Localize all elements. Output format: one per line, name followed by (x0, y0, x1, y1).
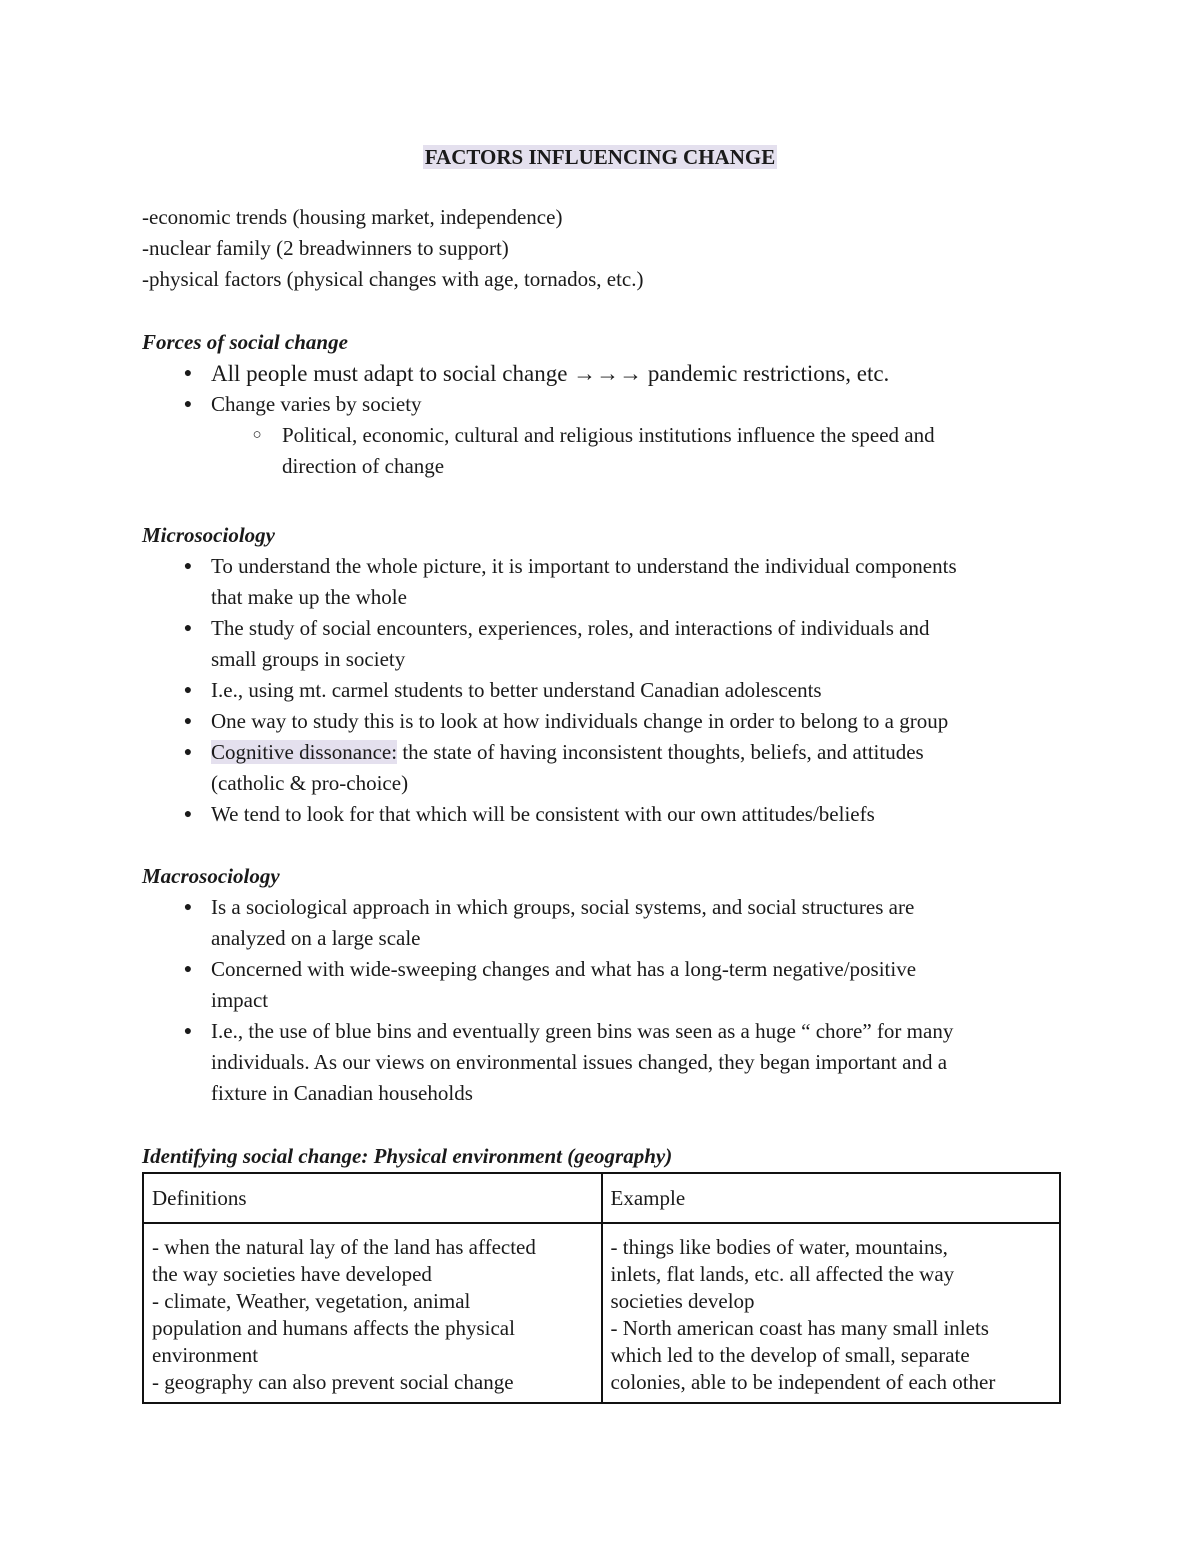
list-item (142, 675, 1062, 706)
cell-line: population and humans affects the physical (152, 1316, 515, 1340)
bullet-icon: ● (183, 962, 193, 977)
list-item-text: We tend to look for that which will be consistent with our own attitudes/beliefs (211, 802, 875, 826)
intro-line: -nuclear family (2 breadwinners to support) (142, 236, 509, 260)
list-item-text: Change varies by society (211, 392, 422, 416)
cell-line: - geography can also prevent social change (152, 1370, 514, 1394)
intro-line: -economic trends (housing market, independence) (142, 205, 563, 229)
table-cell-definitions (143, 1223, 602, 1403)
sub-list-item (211, 420, 1062, 482)
list-item (142, 954, 1062, 1016)
list-item-text: fixture in Canadian households (211, 1081, 473, 1105)
cell-line: colonies, able to be independent of each other (610, 1370, 996, 1394)
intro-list (142, 202, 1062, 295)
list-item-text: I.e., using mt. carmel students to better understand Canadian adolescents (211, 678, 822, 702)
list-item-text: the state of having inconsistent thoughts, beliefs, and attitudes (397, 740, 924, 764)
list-item-text: direction of change (282, 454, 445, 478)
cell-line: the way societies have developed (152, 1262, 432, 1286)
bullet-icon: ● (183, 714, 193, 729)
cell-line: which led to the develop of small, separate (610, 1343, 970, 1367)
list-item-text: (catholic & pro-choice) (211, 771, 409, 795)
bullet-icon: ● (183, 366, 193, 381)
list-item (142, 799, 1062, 830)
list-item-text: individuals. As our views on environmental issues changed, they began important and a (211, 1050, 948, 1074)
list-item-text: analyzed on a large scale (211, 926, 421, 950)
bullet-icon: ● (183, 397, 193, 412)
list-item (142, 358, 1062, 389)
list-item-text: The study of social encounters, experiences, roles, and interactions of individuals and (211, 616, 930, 640)
list-item-text: I.e., the use of blue bins and eventually green bins was seen as a huge “ chore” for many (211, 1019, 954, 1043)
bullet-icon: ● (183, 621, 193, 636)
list-item-text: that make up the whole (211, 585, 407, 609)
cell-line: inlets, flat lands, etc. all affected the way (610, 1262, 955, 1286)
table-header-cell: Definitions (143, 1173, 602, 1223)
bullet-icon: ● (183, 683, 193, 698)
section-forces (142, 327, 1062, 482)
page-title (0, 142, 1200, 172)
list-item-text: impact (211, 988, 269, 1012)
intro-line: -physical factors (physical changes with age, tornados, etc.) (142, 267, 644, 291)
list-item-text: Political, economic, cultural and religious institutions influence the speed and (282, 423, 935, 447)
list-item (142, 613, 1062, 675)
list-item-text: One way to study this is to look at how individuals change in order to belong to a group (211, 709, 949, 733)
bullet-icon: ● (183, 900, 193, 915)
section-heading: Identifying social change: Physical environment (geography) (142, 1144, 673, 1168)
table-header-row (143, 1173, 1060, 1223)
section-macrosociology (142, 861, 1062, 1109)
list-item (142, 706, 1062, 737)
list-item-text: Is a sociological approach in which groups, social systems, and social structures are (211, 895, 915, 919)
bullet-icon: ● (183, 1024, 193, 1039)
table-cell-example (602, 1223, 1061, 1403)
cell-line: societies develop (610, 1289, 755, 1313)
table-row (143, 1223, 1060, 1403)
section-geography (142, 1141, 1062, 1172)
cell-line: environment (152, 1343, 259, 1367)
list-item (142, 892, 1062, 954)
highlighted-term: Cognitive dissonance: (211, 740, 398, 764)
cell-line: - North american coast has many small inlets (610, 1316, 989, 1340)
list-item-text: small groups in society (211, 647, 406, 671)
list-item-text: All people must adapt to social change →→→ pandemic restrictions, etc. (211, 361, 890, 386)
cell-line: - things like bodies of water, mountains, (610, 1235, 948, 1259)
list-item-text: To understand the whole picture, it is important to understand the individual components (211, 554, 957, 578)
list-item-text: Concerned with wide-sweeping changes and what has a long-term negative/positive (211, 957, 917, 981)
bullet-icon: ● (183, 807, 193, 822)
sub-bullet-icon: ○ (252, 427, 262, 443)
geography-table (142, 1172, 1061, 1404)
list-item-line (211, 737, 1062, 768)
title-text: FACTORS INFLUENCING CHANGE (424, 145, 776, 169)
list-item (142, 389, 1062, 482)
cell-line: - climate, Weather, vegetation, animal (152, 1289, 471, 1313)
table-header-cell: Example (602, 1173, 1061, 1223)
section-microsociology (142, 520, 1062, 830)
list-item (142, 551, 1062, 613)
bullet-icon: ● (183, 559, 193, 574)
section-heading: Microsociology (142, 523, 275, 547)
list-item (142, 1016, 1062, 1109)
bullet-icon: ● (183, 745, 193, 760)
cell-line: - when the natural lay of the land has affected (152, 1235, 536, 1259)
list-item (142, 737, 1062, 799)
section-heading: Macrosociology (142, 864, 280, 888)
section-heading: Forces of social change (142, 330, 348, 354)
